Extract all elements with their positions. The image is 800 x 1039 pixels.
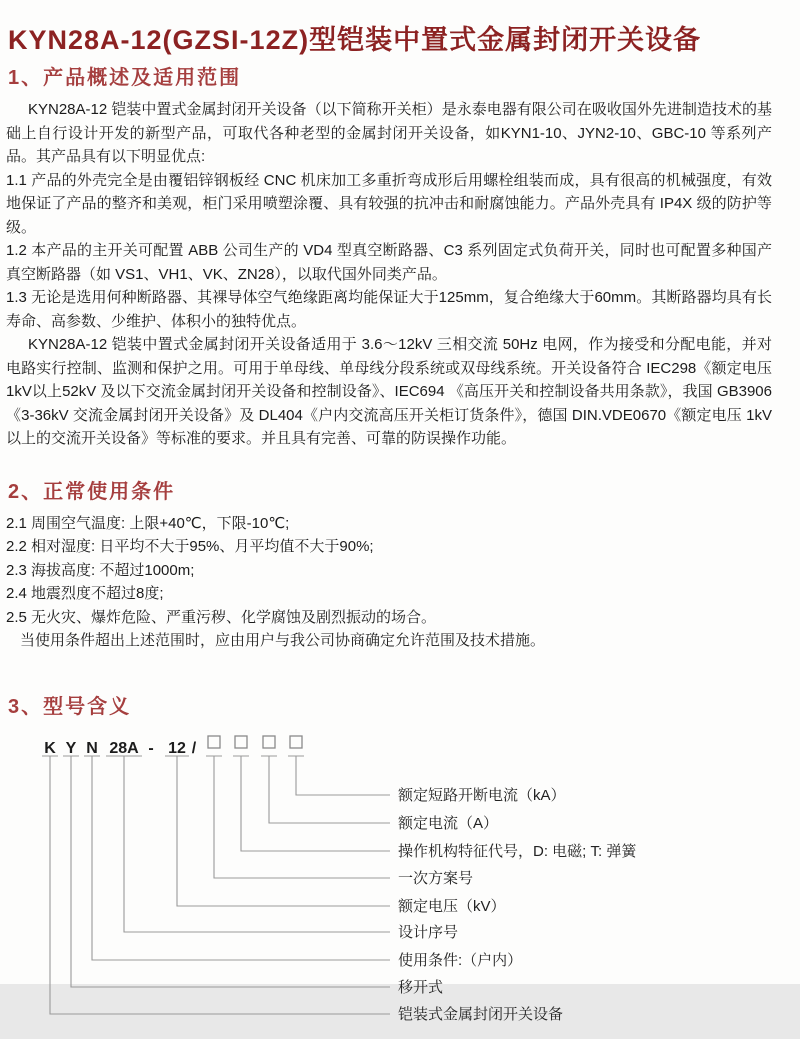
paragraph: 1.3 无论是选用何种断路器、其裸导体空气绝缘距离均能保证大于125mm，复合绝缘大于60mm。其断路器均具有长寿命、高参数、少维护、体积小的独特优点。 bbox=[6, 289, 772, 330]
paragraph: 1.1 产品的外壳完全是由覆铝锌钢板经 CNC 机床加工多重折弯成形后用螺栓组装而成，具有很高的机械强度，有效地保证了产品的整齐和美观，柜门采用喷塑涂覆、具有较强的抗冲击和耐腐蚀能力。产品外壳具有 IP4X 级的防护等级。 bbox=[6, 171, 772, 236]
model-code-char: Y bbox=[65, 739, 77, 757]
section2-conditions bbox=[6, 512, 772, 653]
model-placeholder-box bbox=[290, 736, 302, 748]
leader-line bbox=[296, 756, 390, 795]
section3-heading: 3、型号含义 bbox=[8, 695, 132, 718]
model-label: 额定电流（A） bbox=[398, 814, 499, 832]
model-label: 设计序号 bbox=[398, 923, 459, 941]
model-label: 操作机构特征代号，D: 电磁; T: 弹簧 bbox=[398, 842, 637, 860]
model-placeholder-box bbox=[263, 736, 275, 748]
leader-line bbox=[269, 756, 390, 823]
model-code-char: 28A bbox=[109, 739, 139, 757]
section1-heading: 1、产品概述及适用范围 bbox=[8, 67, 242, 89]
page-title: KYN28A-12(GZSI-12Z)型铠装中置式金属封闭开关设备 bbox=[8, 25, 702, 55]
model-label: 一次方案号 bbox=[398, 869, 474, 887]
condition-item: 2.1 周围空气温度: 上限+40℃，下限-10℃; bbox=[6, 514, 290, 532]
section1-body bbox=[6, 98, 772, 451]
model-code-char: 12 bbox=[168, 739, 186, 757]
model-label: 额定电压（kV） bbox=[398, 897, 506, 915]
model-code-char: / bbox=[191, 739, 197, 757]
section2-heading: 2、正常使用条件 bbox=[8, 480, 176, 503]
leader-line bbox=[177, 756, 390, 906]
model-code-char: N bbox=[86, 739, 98, 757]
paragraph: KYN28A-12 铠装中置式金属封闭开关设备适用于 3.6～12kV 三相交流 50Hz 电网，作为接受和分配电能，并对电路实行控制、监测和保护之用。可用于单母线、单母线分段系统或双母线系统。开关设备符合 IEC298《额定电压1kV以上52kV 及以下交流金属封闭开关设备和控制设备》、IEC694 《高压开关和控制设备共用条款》，我国 GB3906《3-36kV 交流金属封闭开关设备》及 DL404《户内交流高压开关柜订货条件》，德国 DIN.VDE0670《额定电压 1kV 以上的交流开关设备》等标准的要求。并且具有完善、可靠的防误操作功能。 bbox=[6, 336, 772, 447]
model-placeholder-box bbox=[235, 736, 247, 748]
condition-item: 2.5 无火灾、爆炸危险、严重污秽、化学腐蚀及剧烈振动的场合。 bbox=[6, 608, 437, 626]
leader-line bbox=[71, 756, 390, 987]
model-label: 使用条件:（户内） bbox=[398, 951, 523, 969]
model-code-char: K bbox=[44, 739, 56, 757]
leader-line bbox=[241, 756, 390, 851]
model-designation-diagram bbox=[0, 727, 800, 1039]
leader-line bbox=[214, 756, 390, 878]
model-label: 额定短路开断电流（kA） bbox=[398, 786, 566, 804]
model-code-char: - bbox=[148, 739, 154, 757]
condition-note: 当使用条件超出上述范围时，应由用户与我公司协商确定允许范围及技术措施。 bbox=[20, 632, 546, 649]
model-placeholder-box bbox=[208, 736, 220, 748]
condition-item: 2.3 海拔高度: 不超过1000m; bbox=[6, 561, 195, 579]
model-label: 铠装式金属封闭开关设备 bbox=[398, 1005, 564, 1023]
paragraph: KYN28A-12 铠装中置式金属封闭开关设备（以下简称开关柜）是永泰电器有限公司在吸收国外先进制造技术的基础上自行设计开发的新型产品，可取代各种老型的金属封闭开关设备，如KYN1-10、JYN2-10、GBC-10 等系列产品。其产品具有以下明显优点: bbox=[6, 101, 772, 165]
paragraph: 1.2 本产品的主开关可配置 ABB 公司生产的 VD4 型真空断路器、C3 系列固定式负荷开关，同时也可配置多种国产真空断路器（如 VS1、VH1、VK、ZN28），以取代国外同类产品。 bbox=[6, 242, 772, 283]
condition-item: 2.2 相对湿度: 日平均不大于95%、月平均值不大于90%; bbox=[6, 538, 374, 555]
condition-item: 2.4 地震烈度不超过8度; bbox=[6, 585, 164, 602]
model-label: 移开式 bbox=[398, 978, 444, 996]
